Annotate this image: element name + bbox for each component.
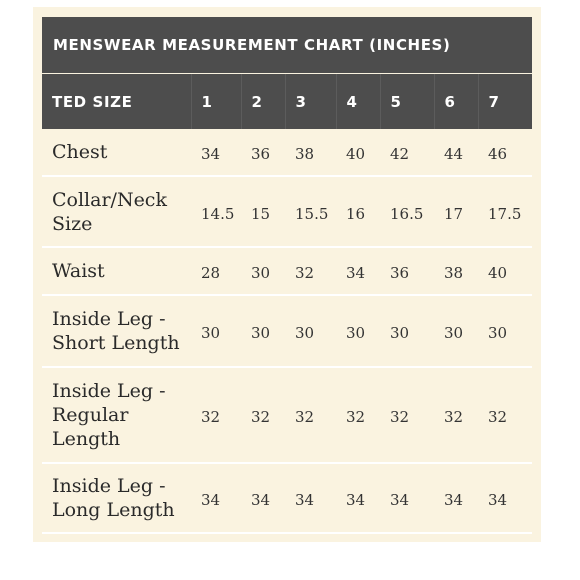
cell-value: 34 [191,463,241,533]
size-header-3: 3 [285,74,336,129]
size-header-1: 1 [191,74,241,129]
cell-value: 30 [241,247,285,295]
row-label-chest: Chest [42,129,191,176]
cell-value: 32 [434,367,478,463]
header-row [42,74,532,129]
cell-value: 34 [191,129,241,176]
cell-value: 32 [285,247,336,295]
cell-value: 34 [478,463,532,533]
size-header-2: 2 [241,74,285,129]
cell-value: 30 [285,295,336,367]
cell-value: 32 [285,367,336,463]
table-row [42,463,532,533]
cell-value: 15 [241,176,285,247]
table-row [42,295,532,367]
cell-value: 36 [380,247,434,295]
cell-value: 34 [285,463,336,533]
cell-value: 34 [380,463,434,533]
cell-value: 32 [191,367,241,463]
cell-value: 32 [241,367,285,463]
row-label-collar: Collar/Neck Size [42,176,191,247]
size-header-7: 7 [478,74,532,129]
cell-value: 32 [336,367,380,463]
cell-value: 17.5 [478,176,532,247]
row-label-inside-leg-regular: Inside Leg - Regular Length [42,367,191,463]
table-row [42,247,532,295]
measurement-table [42,74,532,534]
size-header-4: 4 [336,74,380,129]
cell-value: 34 [336,463,380,533]
cell-value: 14.5 [191,176,241,247]
table-row [42,129,532,176]
cell-value: 17 [434,176,478,247]
table-row [42,367,532,463]
row-label-waist: Waist [42,247,191,295]
cell-value: 30 [434,295,478,367]
cell-value: 30 [241,295,285,367]
cell-value: 34 [241,463,285,533]
cell-value: 32 [478,367,532,463]
size-header-5: 5 [380,74,434,129]
chart-title: MENSWEAR MEASUREMENT CHART (INCHES) [42,17,532,73]
cell-value: 28 [191,247,241,295]
cell-value: 44 [434,129,478,176]
cell-value: 16.5 [380,176,434,247]
cell-value: 38 [434,247,478,295]
cell-value: 30 [191,295,241,367]
cell-value: 15.5 [285,176,336,247]
table-row [42,176,532,247]
row-label-inside-leg-long: Inside Leg - Long Length [42,463,191,533]
cell-value: 38 [285,129,336,176]
size-header-6: 6 [434,74,478,129]
cell-value: 30 [336,295,380,367]
cell-value: 40 [336,129,380,176]
cell-value: 40 [478,247,532,295]
cell-value: 16 [336,176,380,247]
size-header-label: TED SIZE [42,74,191,129]
cell-value: 36 [241,129,285,176]
cell-value: 30 [478,295,532,367]
cell-value: 34 [434,463,478,533]
cell-value: 34 [336,247,380,295]
row-label-inside-leg-short: Inside Leg - Short Length [42,295,191,367]
cell-value: 30 [380,295,434,367]
cell-value: 42 [380,129,434,176]
cell-value: 46 [478,129,532,176]
cell-value: 32 [380,367,434,463]
